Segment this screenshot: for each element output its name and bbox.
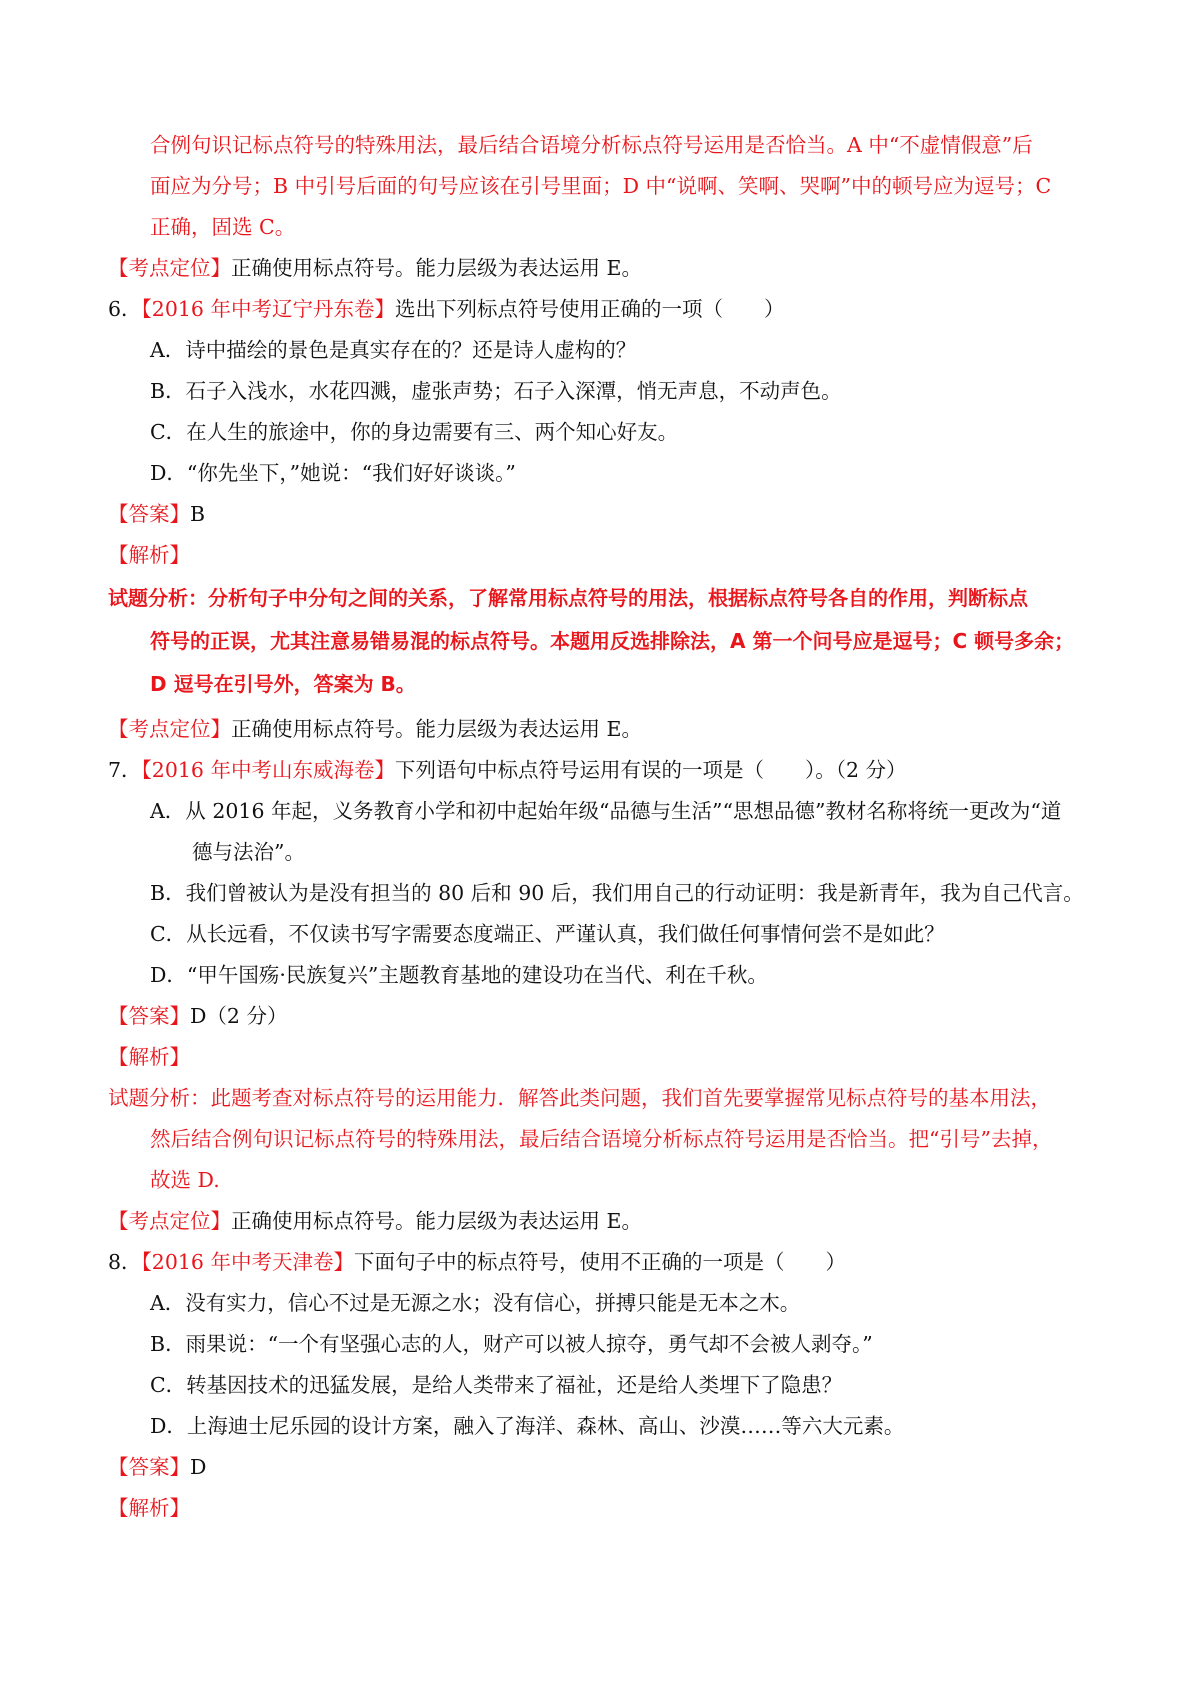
- q7-analysis-line3: 故选 D.: [150, 1168, 220, 1192]
- q7-option-a-cont: 德与法治”。: [192, 840, 305, 864]
- q6-analysis-tag: 【解析】: [108, 543, 190, 567]
- answer-value: B: [190, 502, 206, 526]
- q6-option-d: D．“你先坐下，”她说：“我们好好谈谈。”: [150, 461, 516, 485]
- question-stem: 选出下列标点符号使用正确的一项（ ）: [394, 297, 785, 321]
- q6-stem-line: [108, 295, 784, 323]
- answer-value: D（2 分）: [190, 1004, 288, 1028]
- kaodian-tag: 【考点定位】: [108, 256, 231, 280]
- question-source: 【2016 年中考山东威海卷】: [141, 758, 395, 782]
- question-number: 6．: [108, 297, 142, 321]
- question-source: 【2016 年中考天津卷】: [141, 1250, 354, 1274]
- q6-analysis-line1: 试题分析：分析句子中分句之间的关系，了解常用标点符号的用法，根据标点符号各自的作用，判断标点: [108, 586, 1028, 610]
- q7-analysis-line2: 然后结合例句识记标点符号的特殊用法，最后结合语境分析标点符号运用是否恰当。把“引号”去掉，: [150, 1127, 1053, 1151]
- answer-tag: 【答案】: [108, 1004, 190, 1028]
- answer-tag: 【答案】: [108, 1455, 190, 1479]
- q7-option-d: D．“甲午国殇·民族复兴”主题教育基地的建设功在当代、利在千秋。: [150, 963, 768, 987]
- q7-stem-line: [108, 756, 907, 784]
- q8-stem-line: [108, 1248, 846, 1276]
- question-source: 【2016 年中考辽宁丹东卷】: [141, 297, 395, 321]
- answer-tag: 【答案】: [108, 502, 190, 526]
- kaodian-text: 正确使用标点符号。能力层级为表达运用 E。: [231, 717, 642, 741]
- q7-option-a: A．从 2016 年起，义务教育小学和初中起始年级“品德与生活”“思想品德”教材名称将统一更改为“道: [150, 799, 1062, 823]
- q8-option-c: C．转基因技术的迅猛发展，是给人类带来了福祉，还是给人类埋下了隐患？: [150, 1373, 843, 1397]
- q7-option-b: B．我们曾被认为是没有担当的 80 后和 90 后，我们用自己的行动证明：我是新青年，我为自己代言。: [150, 881, 1084, 905]
- q6-answer: [108, 500, 205, 528]
- q8-option-b: B．雨果说：“一个有坚强心志的人，财产可以被人掠夺，勇气却不会被人剥夺。”: [150, 1332, 873, 1356]
- question-number: 7．: [108, 758, 142, 782]
- q7-kaodian: [108, 1207, 642, 1235]
- q6-analysis-line2: 符号的正误，尤其注意易错易混的标点符号。本题用反选排除法，A 第一个问号应是逗号；C 顿号多余；: [150, 629, 1075, 653]
- kaodian-tag: 【考点定位】: [108, 717, 231, 741]
- kaodian-tag: 【考点定位】: [108, 1209, 231, 1233]
- kaodian-text: 正确使用标点符号。能力层级为表达运用 E。: [231, 1209, 642, 1233]
- q8-analysis-tag: 【解析】: [108, 1496, 190, 1520]
- q8-answer: [108, 1453, 206, 1481]
- q6-option-b: B．石子入浅水，水花四溅，虚张声势；石子入深潭，悄无声息，不动声色。: [150, 379, 842, 403]
- q7-analysis-tag: 【解析】: [108, 1045, 190, 1069]
- q8-option-d: D．上海迪士尼乐园的设计方案，融入了海洋、森林、高山、沙漠……等六大元素。: [150, 1414, 905, 1438]
- q5-analysis-line2: 面应为分号；B 中引号后面的句号应该在引号里面；D 中“说啊、笑啊、哭啊”中的顿号应为逗号；C: [150, 174, 1052, 198]
- q5-analysis-line3: 正确，固选 C。: [150, 215, 296, 239]
- answer-value: D: [190, 1455, 207, 1479]
- q8-option-a: A．没有实力，信心不过是无源之水；没有信心，拼搏只能是无本之木。: [150, 1291, 801, 1315]
- question-number: 8．: [108, 1250, 142, 1274]
- q6-kaodian: [108, 715, 642, 743]
- q6-option-a: A．诗中描绘的景色是真实存在的？还是诗人虚构的？: [150, 338, 637, 362]
- q7-answer: [108, 1002, 288, 1030]
- kaodian-text: 正确使用标点符号。能力层级为表达运用 E。: [231, 256, 642, 280]
- question-stem: 下面句子中的标点符号，使用不正确的一项是（ ）: [353, 1250, 846, 1274]
- q7-option-c: C．从长远看，不仅读书写字需要态度端正、严谨认真，我们做任何事情何尝不是如此？: [150, 922, 945, 946]
- q6-analysis-line3: D 逗号在引号外，答案为 B。: [150, 672, 416, 696]
- q5-kaodian: [108, 254, 642, 282]
- question-stem: 下列语句中标点符号运用有误的一项是（ ）。（2 分）: [394, 758, 907, 782]
- q7-analysis-line1: 试题分析：此题考查对标点符号的运用能力．解答此类问题，我们首先要掌握常见标点符号的基本用法，: [108, 1086, 1051, 1110]
- q6-option-c: C．在人生的旅途中，你的身边需要有三、两个知心好友。: [150, 420, 679, 444]
- q5-analysis-line1: 合例句识记标点符号的特殊用法，最后结合语境分析标点符号运用是否恰当。A 中“不虚情假意”后: [150, 133, 1033, 157]
